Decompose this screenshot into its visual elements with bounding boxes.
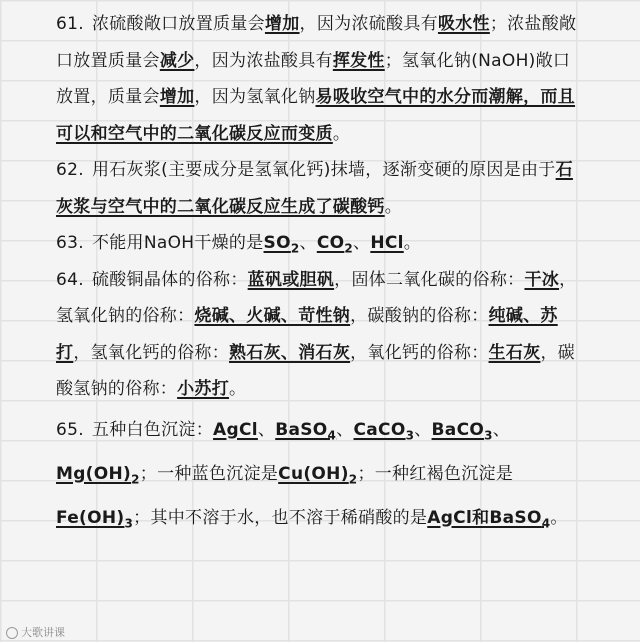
subscript: 3 (484, 427, 493, 442)
item-number: 65. (56, 419, 84, 440)
text-run: ；一种红褐色沉淀是 (357, 463, 514, 484)
text-run: 、 (299, 233, 317, 253)
text-run: 。 (332, 123, 351, 144)
text-run: 、 (492, 419, 511, 440)
answer-highlight (275, 420, 336, 440)
text-segment (258, 420, 275, 440)
item-number: 63. (56, 233, 84, 253)
watermark (6, 626, 65, 640)
text-run: 蓝矾或胆矾 (247, 269, 335, 290)
text-run: Mg(OH) (56, 463, 132, 484)
text-segment (353, 233, 370, 253)
paragraph-63 (56, 225, 582, 262)
text-run: Fe(OH) (56, 507, 125, 528)
text-run: 易吸收空气中的水分而潮解，而且可以和空气中的二氧化碳反应而变质 (56, 87, 576, 144)
answer-highlight (213, 420, 258, 440)
answer-highlight (263, 233, 300, 256)
text-run: 增加 (264, 14, 300, 34)
answer-highlight (489, 343, 541, 363)
text-run: CaCO (353, 419, 406, 440)
text-run: BaSO (275, 419, 328, 440)
text-run: 生石灰 (488, 342, 541, 363)
text-run: 浓硫酸敞口放置质量会 (91, 14, 265, 34)
text-segment (357, 464, 513, 484)
answer-highlight (56, 508, 133, 528)
text-run: ，因为浓硫酸具有 (299, 14, 438, 34)
text-segment (229, 379, 246, 399)
answer-highlight (370, 233, 403, 253)
item-number: 64. (56, 269, 84, 290)
text-segment (385, 197, 402, 217)
subscript: 3 (405, 427, 415, 442)
answer-highlight (438, 14, 490, 34)
text-run: 、 (353, 233, 371, 253)
paragraph-62 (56, 152, 582, 225)
subscript: 4 (327, 427, 337, 442)
text-run: 挥发性 (332, 50, 385, 71)
text-segment (92, 420, 213, 440)
answer-highlight (160, 87, 195, 107)
text-run: AgCl (213, 419, 258, 440)
text-segment (333, 124, 350, 144)
text-segment (92, 233, 264, 253)
text-segment (140, 464, 278, 484)
text-run: 吸水性 (437, 14, 490, 34)
text-segment (493, 420, 510, 440)
text-segment (414, 420, 431, 440)
answer-highlight (229, 343, 350, 363)
text-run: 硫酸铜晶体的俗称： (91, 269, 248, 290)
text-run: ，因为浓盐酸具有 (194, 50, 333, 71)
text-run: 、 (414, 419, 432, 440)
text-segment (404, 233, 421, 253)
answer-highlight (160, 51, 195, 71)
paragraph-64 (56, 262, 582, 408)
subscript: 4 (541, 515, 551, 530)
document-body (56, 6, 582, 540)
paragraph-61 (56, 6, 582, 152)
subscript: 3 (124, 515, 134, 530)
text-run: ；氢氧化钠(NaOH)敞口放置，质量会 (56, 50, 571, 107)
text-segment (194, 87, 315, 107)
text-run: 小苏打 (177, 379, 230, 399)
text-run: ，氢氧化钠的俗称： (56, 269, 577, 326)
text-segment (336, 420, 353, 440)
text-run: 减少 (159, 50, 195, 71)
answer-highlight (316, 233, 353, 256)
text-run: ，氢氧化钙的俗称： (73, 342, 230, 363)
text-segment (73, 343, 229, 363)
text-segment (194, 51, 332, 71)
text-run: 。 (550, 507, 568, 528)
text-run: ，固体二氧化碳的俗称： (334, 269, 525, 290)
text-run: 五种白色沉淀： (91, 419, 214, 440)
text-segment (92, 270, 248, 290)
text-run: 。 (229, 379, 247, 399)
subscript: 2 (344, 241, 353, 256)
text-run: 干冰 (524, 269, 560, 290)
text-run: AgCl和BaSO (427, 507, 542, 528)
item-number: 62. (56, 160, 84, 180)
paragraph-65 (56, 408, 582, 540)
text-run: ，因为氢氧化钠 (194, 87, 316, 107)
text-segment (133, 508, 427, 528)
text-segment (92, 14, 265, 34)
answer-highlight (265, 14, 300, 34)
answer-highlight (177, 379, 229, 399)
text-run: 用石灰浆(主要成分是氢氧化钙)抹墙，逐渐变硬的原因是由于 (91, 160, 556, 180)
text-segment (350, 343, 488, 363)
text-run: BaCO (431, 419, 485, 440)
text-run: SO (263, 233, 291, 253)
text-segment (300, 14, 438, 34)
item-number: 61. (56, 14, 84, 34)
text-segment (300, 233, 317, 253)
text-run: Cu(OH) (278, 463, 349, 484)
text-run: ，碳酸钠的俗称： (350, 306, 489, 326)
text-run: 烧碱、火碱、苛性钠 (194, 306, 351, 326)
answer-highlight (427, 508, 550, 528)
text-run: 石灰浆与空气中的二氧化碳反应生成了碳酸钙 (56, 160, 573, 217)
text-run: ；其中不溶于水，也不溶于稀硝酸的是 (133, 507, 428, 528)
text-segment (334, 270, 524, 290)
answer-highlight (248, 270, 335, 290)
text-run: ，氧化钙的俗称： (350, 342, 489, 363)
answer-highlight (432, 420, 493, 440)
text-run: 、 (336, 419, 354, 440)
answer-highlight (524, 270, 559, 290)
text-run: ，碳酸氢钠的俗称： (56, 342, 576, 399)
subscript: 2 (348, 471, 358, 486)
watermark-text: 大歌讲课 (21, 626, 65, 639)
text-run: ；浓盐酸敞口放置质量会 (56, 14, 577, 71)
text-run: 。 (384, 196, 403, 217)
text-run: ；一种蓝色沉淀是 (139, 463, 279, 484)
text-run: CO (316, 233, 345, 253)
subscript: 2 (290, 241, 300, 256)
text-run: 、 (257, 419, 276, 440)
text-segment (550, 508, 567, 528)
circle-logo-icon (6, 627, 18, 639)
answer-highlight (278, 464, 357, 484)
text-segment (350, 306, 488, 326)
answer-highlight (333, 51, 385, 71)
subscript: 2 (131, 471, 140, 486)
answer-highlight (56, 464, 140, 484)
text-segment (92, 160, 556, 180)
text-run: 纯碱、苏打 (56, 306, 558, 363)
text-run: 熟石灰、消石灰 (229, 342, 351, 363)
text-run: 不能用NaOH干燥的是 (91, 233, 264, 253)
text-run: HCl (370, 233, 404, 253)
text-run: 。 (403, 233, 422, 253)
text-run: 增加 (159, 87, 195, 107)
answer-highlight (354, 420, 415, 440)
answer-highlight (194, 306, 350, 326)
